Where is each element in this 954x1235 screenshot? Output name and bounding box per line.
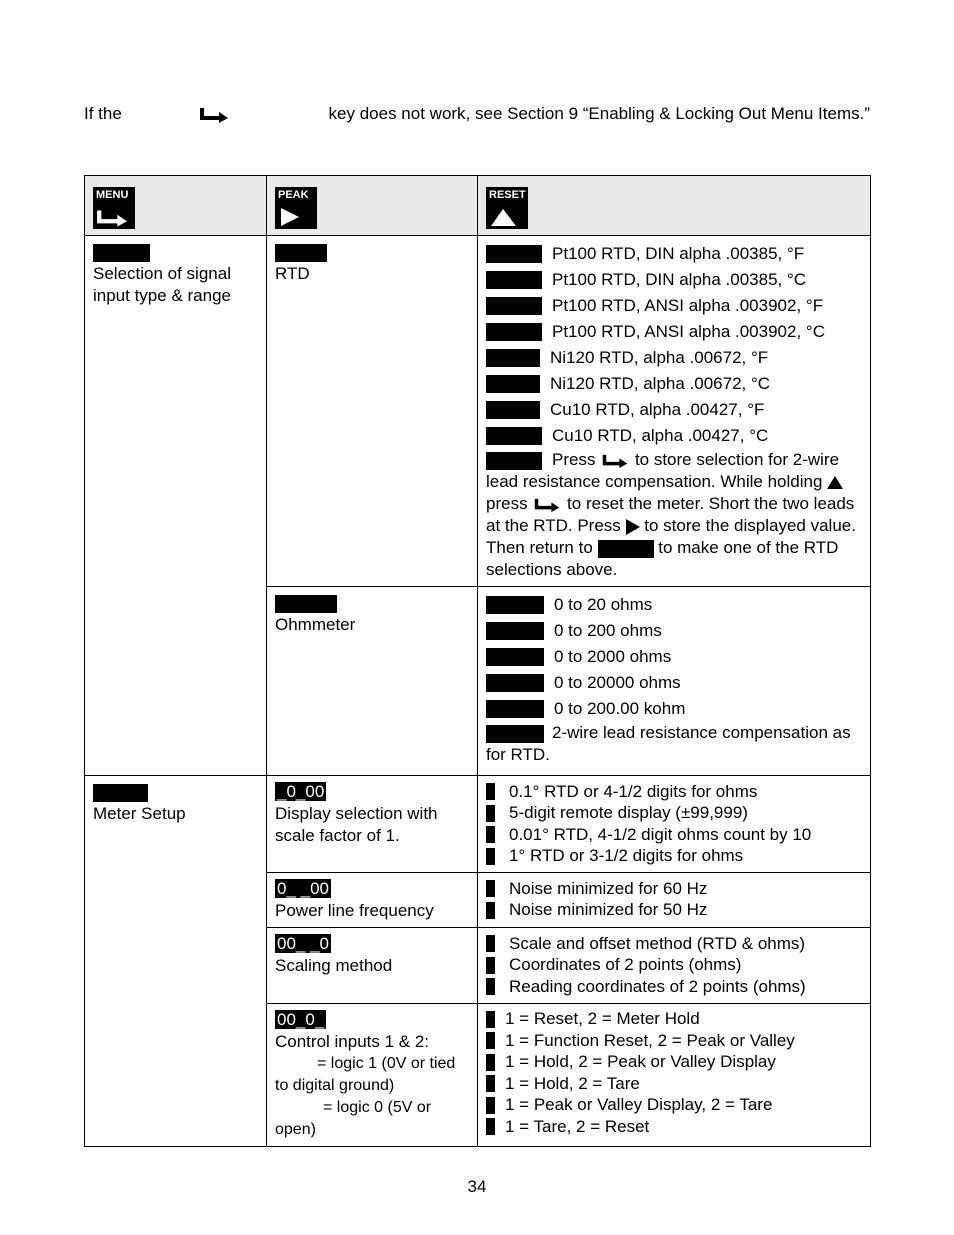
- setup-label-cell: [267, 776, 478, 873]
- list-item: Cu10 RTD, alpha .00427, °C: [486, 423, 862, 449]
- setup-code-block: [93, 784, 148, 802]
- list-item: 0.1° RTD or 4-1/2 digits for ohms: [486, 781, 862, 803]
- list-item: 5-digit remote display (±99,999): [486, 803, 862, 825]
- rtd-compensation-text: Press to store selection for 2-wire lead resistance compensation. While holding press to reset the meter. Short the two leads at the RTD. Press to store the displayed value. Then return to to make one of the RTD selections above.: [486, 450, 856, 579]
- table-header-row: [85, 176, 871, 236]
- setup-options-cell: [478, 776, 871, 873]
- setup-desc-cell: [85, 776, 267, 1147]
- list-item: 0 to 200 ohms: [486, 618, 862, 644]
- rtd-options-cell: [478, 236, 871, 587]
- menu-code-block: [93, 244, 150, 262]
- input-desc-cell: [85, 236, 267, 776]
- list-item: Ni120 RTD, alpha .00672, °C: [486, 371, 862, 397]
- setup-code: _0_00: [277, 782, 325, 801]
- setup-options-cell: [478, 928, 871, 1004]
- list-item: 0 to 20000 ohms: [486, 670, 862, 696]
- setup-label-cell: [267, 1003, 478, 1146]
- setup-label-cell: [267, 873, 478, 928]
- input-description: Selection of signal input type & range: [93, 264, 231, 306]
- header-menu-cell: [85, 176, 267, 236]
- rtd-row: [85, 236, 871, 587]
- setup-options-cell: [478, 873, 871, 928]
- ohm-options-cell: [478, 587, 871, 776]
- setup-label: Display selection with scale factor of 1.: [275, 804, 438, 845]
- rtd-code-block: [275, 244, 327, 262]
- menu-arrow-icon: [96, 209, 128, 227]
- ohm-code-block: [275, 595, 337, 613]
- intro-suffix: key does not work, see Section 9 “Enabling & Locking Out Menu Items.”: [328, 104, 870, 123]
- list-item: 1 = Hold, 2 = Peak or Valley Display: [486, 1052, 862, 1074]
- menu-arrow-icon: [600, 454, 630, 468]
- menu-arrow-icon: [199, 107, 229, 123]
- list-item: 1° RTD or 3-1/2 digits for ohms: [486, 846, 862, 868]
- menu-arrow-icon: [532, 498, 562, 512]
- list-item: 2-wire lead resistance compensation as for RTD.: [486, 723, 851, 764]
- setup-description: Meter Setup: [93, 804, 186, 824]
- list-item: Pt100 RTD, ANSI alpha .003902, °C: [486, 319, 862, 345]
- logic1-note: = logic 1 (0V or tied to digital ground): [275, 1054, 456, 1094]
- list-item: 1 = Hold, 2 = Tare: [486, 1073, 862, 1095]
- list-item: Pt100 RTD, ANSI alpha .003902, °F: [486, 293, 862, 319]
- list-item: 1 = Peak or Valley Display, 2 = Tare: [486, 1095, 862, 1117]
- list-item: Pt100 RTD, DIN alpha .00385, °F: [486, 241, 862, 267]
- setup-code: 00_ _0: [277, 934, 329, 953]
- logic0-note: = logic 0 (5V or open): [275, 1098, 432, 1138]
- ohm-label-cell: [267, 587, 478, 776]
- list-item: 0 to 20 ohms: [486, 592, 862, 618]
- intro-prefix: If the: [84, 104, 122, 123]
- setup-label-cell: [267, 928, 478, 1004]
- list-item: Pt100 RTD, DIN alpha .00385, °C: [486, 267, 862, 293]
- setup-options-cell: [478, 1003, 871, 1146]
- menu-table: [84, 175, 871, 1147]
- list-item: 0.01° RTD, 4-1/2 digit ohms count by 10: [486, 824, 862, 846]
- page-number: 34: [467, 1177, 487, 1196]
- ohm-label: Ohmmeter: [275, 615, 356, 635]
- list-item: Cu10 RTD, alpha .00427, °F: [486, 397, 862, 423]
- menu-key-icon: MENU: [93, 187, 135, 229]
- peak-key-icon: PEAK: [275, 187, 317, 229]
- list-item: Scale and offset method (RTD & ohms): [486, 933, 862, 955]
- list-item: Ni120 RTD, alpha .00672, °F: [486, 345, 862, 371]
- setup-label: Power line frequency: [275, 901, 434, 920]
- list-item: 1 = Reset, 2 = Meter Hold: [486, 1009, 862, 1031]
- intro-line: [84, 104, 870, 124]
- list-item: 0 to 2000 ohms: [486, 644, 862, 670]
- list-item: 1 = Tare, 2 = Reset: [486, 1116, 862, 1138]
- triangle-up-icon: [489, 207, 519, 227]
- play-right-icon: [626, 519, 640, 535]
- reset-key-icon: RESET: [486, 187, 528, 229]
- header-reset-cell: [478, 176, 871, 236]
- setup-row-display: [85, 776, 871, 873]
- list-item: Coordinates of 2 points (ohms): [486, 955, 862, 977]
- setup-label: Control inputs 1 & 2:: [275, 1031, 430, 1051]
- list-item: 0 to 200.00 kohm: [486, 696, 862, 722]
- triangle-up-icon: [827, 476, 843, 489]
- rtd-label: RTD: [275, 264, 310, 284]
- play-right-icon: [278, 207, 302, 227]
- setup-label: Scaling method: [275, 956, 393, 975]
- list-item: Noise minimized for 50 Hz: [486, 900, 862, 922]
- setup-code: 0_ _00: [277, 879, 329, 898]
- list-item: 1 = Function Reset, 2 = Peak or Valley: [486, 1030, 862, 1052]
- rtd-label-cell: [267, 236, 478, 587]
- list-item: Noise minimized for 60 Hz: [486, 878, 862, 900]
- list-item: Reading coordinates of 2 points (ohms): [486, 976, 862, 998]
- header-peak-cell: [267, 176, 478, 236]
- setup-code: 00_0_: [277, 1009, 325, 1029]
